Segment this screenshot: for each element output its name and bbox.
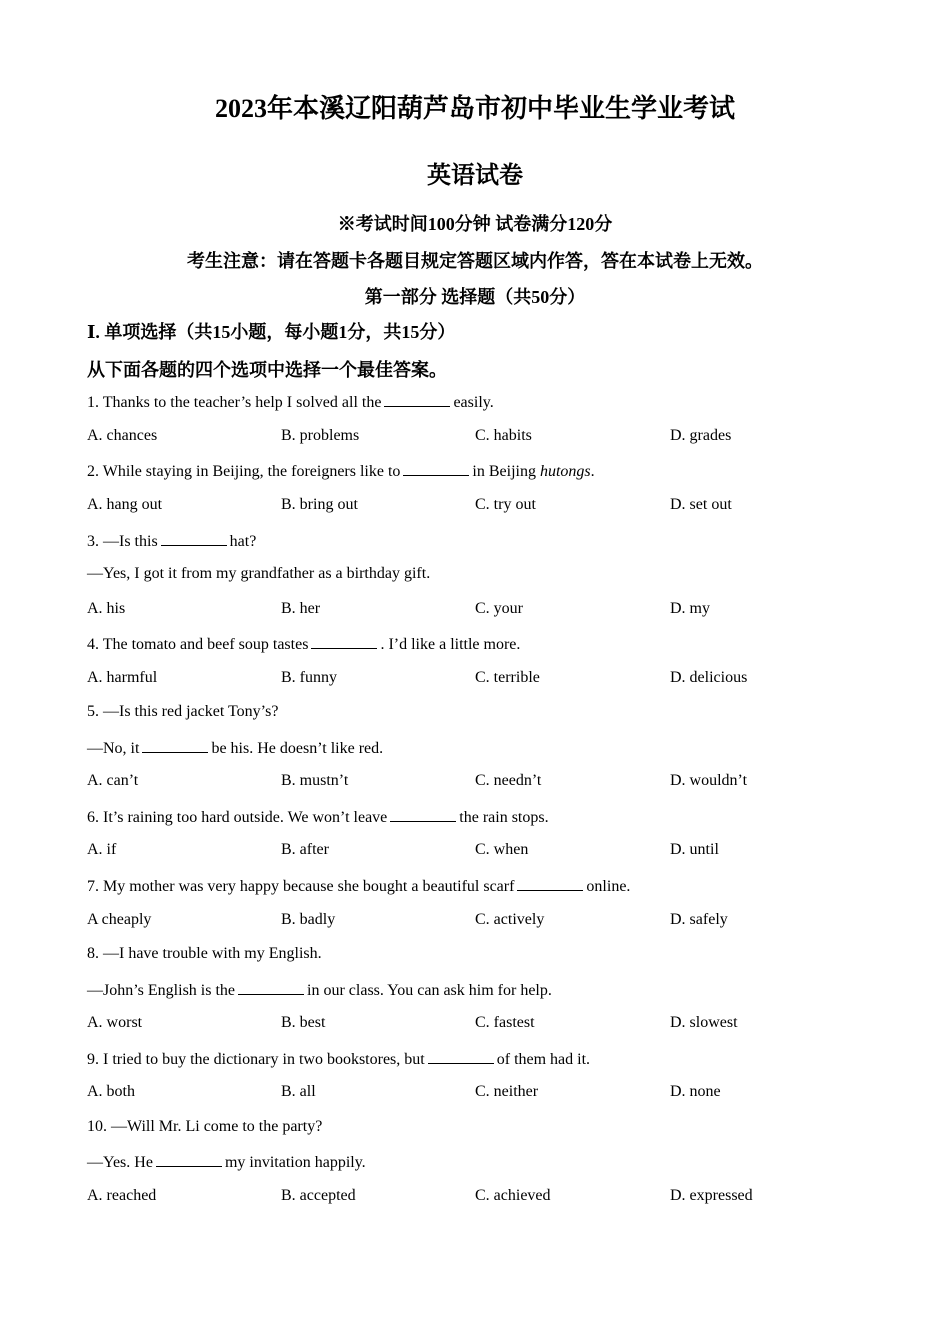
option-b: B. all	[281, 1083, 316, 1100]
answer-blank	[517, 876, 583, 891]
answer-blank	[384, 392, 450, 407]
question-7: 7. My mother was very happy because she bought a beautiful scarf online.	[87, 878, 631, 895]
option-a: A. his	[87, 600, 126, 617]
exam-subtitle: 英语试卷	[427, 163, 523, 189]
question-10: 10. —Will Mr. Li come to the party?	[87, 1118, 323, 1135]
time-note: ※考试时间100分钟 试卷满分120分	[337, 214, 613, 234]
question-5: 5. —Is this red jacket Tony’s?	[87, 703, 279, 720]
option-c: C. terrible	[475, 669, 540, 686]
answer-blank	[142, 738, 208, 753]
option-a: A cheaply	[87, 911, 152, 928]
option-d: D. delicious	[670, 669, 748, 686]
option-b: B. best	[281, 1014, 326, 1031]
answer-blank	[403, 461, 469, 476]
option-d: D. expressed	[670, 1187, 753, 1204]
question-6: 6. It’s raining too hard outside. We won’t leave the rain stops.	[87, 809, 549, 826]
answer-blank	[238, 980, 304, 995]
option-a: A. can’t	[87, 772, 139, 789]
option-d: D. wouldn’t	[670, 772, 748, 789]
option-a: A. reached	[87, 1187, 157, 1204]
question-4: 4. The tomato and beef soup tastes . I’d like a little more.	[87, 636, 521, 653]
option-c: C. try out	[475, 496, 536, 513]
option-d: D. set out	[670, 496, 732, 513]
question-3-reply: —Yes, I got it from my grandfather as a birthday gift.	[87, 565, 431, 582]
option-b: B. problems	[281, 427, 360, 444]
option-b: B. badly	[281, 911, 336, 928]
answer-blank	[428, 1049, 494, 1064]
answer-blank	[156, 1152, 222, 1167]
option-c: C. when	[475, 841, 529, 858]
question-8: 8. —I have trouble with my English.	[87, 945, 322, 962]
question-5-reply: —No, it be his. He doesn’t like red.	[87, 740, 384, 757]
option-a: A. both	[87, 1083, 135, 1100]
option-b: B. after	[281, 841, 329, 858]
option-a: A. harmful	[87, 669, 158, 686]
option-c: C. neither	[475, 1083, 539, 1100]
option-d: D. until	[670, 841, 719, 858]
question-1: 1. Thanks to the teacher’s help I solved all the easily.	[87, 394, 494, 411]
option-c: C. needn’t	[475, 772, 542, 789]
option-c: C. achieved	[475, 1187, 551, 1204]
question-9: 9. I tried to buy the dictionary in two bookstores, but of them had it.	[87, 1051, 591, 1068]
option-c: C. habits	[475, 427, 532, 444]
exam-title: 2023年本溪辽阳葫芦岛市初中毕业生学业考试	[214, 94, 735, 123]
option-b: B. mustn’t	[281, 772, 349, 789]
option-c: C. actively	[475, 911, 545, 928]
answer-blank	[390, 807, 456, 822]
notice: 考生注意：请在答题卡各题目规定答题区域内作答，答在本试卷上无效。	[187, 251, 763, 271]
option-d: D. none	[670, 1083, 721, 1100]
question-3: 3. —Is this hat?	[87, 533, 257, 550]
option-d: D. safely	[670, 911, 728, 928]
option-d: D. my	[670, 600, 710, 617]
section-instruction: 从下面各题的四个选项中选择一个最佳答案。	[87, 360, 447, 380]
question-2: 2. While staying in Beijing, the foreigners like to in Beijing hutongs.	[87, 463, 595, 480]
option-c: C. your	[475, 600, 523, 617]
option-b: B. her	[281, 600, 321, 617]
answer-blank	[161, 531, 227, 546]
option-b: B. funny	[281, 669, 337, 686]
option-a: A. hang out	[87, 496, 163, 513]
option-a: A. worst	[87, 1014, 143, 1031]
question-8-reply: —John’s English is the in our class. You can ask him for help.	[87, 982, 552, 999]
answer-blank	[311, 634, 377, 649]
option-b: B. accepted	[281, 1187, 356, 1204]
option-d: D. grades	[670, 427, 732, 444]
option-d: D. slowest	[670, 1014, 738, 1031]
option-a: A. if	[87, 841, 117, 858]
part-heading: 第一部分 选择题（共50分）	[364, 287, 586, 307]
option-b: B. bring out	[281, 496, 358, 513]
option-a: A. chances	[87, 427, 158, 444]
question-10-reply: —Yes. He my invitation happily.	[87, 1154, 366, 1171]
option-c: C. fastest	[475, 1014, 535, 1031]
section-heading: Ⅰ. 单项选择（共15小题，每小题1分，共15分）	[87, 322, 456, 342]
